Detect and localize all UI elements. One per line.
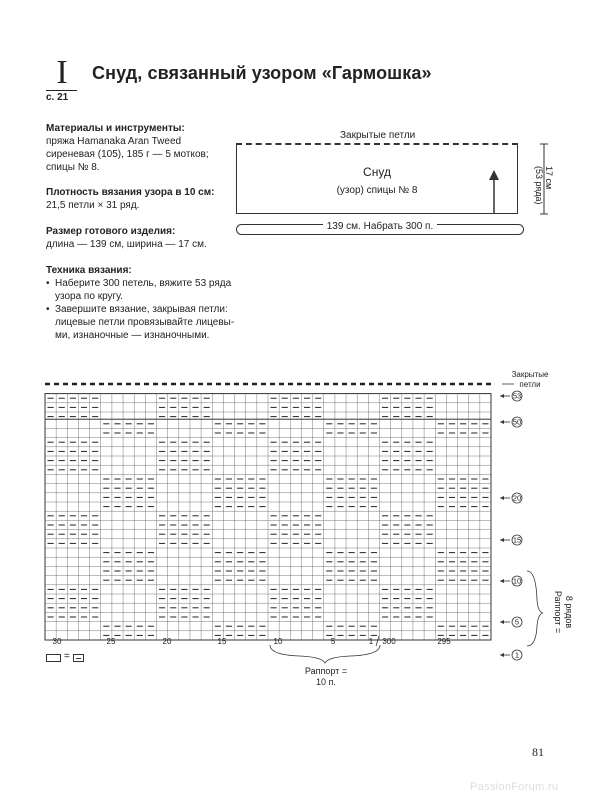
technique-line: Наберите 300 петель, вяжите 53 ряда bbox=[55, 278, 232, 289]
row-arrowhead-icon bbox=[500, 496, 504, 500]
column-number-label: 5 bbox=[330, 637, 336, 646]
technique-heading: Техника вязания: bbox=[46, 265, 132, 276]
materials-line: сиреневая (105), 185 г — 5 мотков; bbox=[46, 149, 209, 160]
stitch-repeat-brace bbox=[270, 645, 380, 663]
height-rows-label: (53 ряда) bbox=[534, 166, 544, 205]
column-number-label: 20 bbox=[162, 637, 172, 646]
technique-line: узора по кругу. bbox=[55, 291, 123, 302]
technique-item bbox=[46, 303, 236, 342]
stitch-repeat-label: 10 п. bbox=[316, 677, 336, 687]
materials-heading: Материалы и инструменты: bbox=[46, 123, 185, 134]
page-title: Снуд, связанный узором «Гармошка» bbox=[92, 63, 432, 83]
stitch-repeat-label: Раппорт = bbox=[304, 666, 348, 676]
row-arrowhead-icon bbox=[500, 420, 504, 424]
column-number-label: 25 bbox=[106, 637, 116, 646]
row-repeat-label-group bbox=[553, 591, 574, 633]
row-repeat-brace bbox=[527, 571, 543, 646]
row-number-label: 1 bbox=[514, 650, 520, 660]
technique-line: ми, изнаночные — изнаночными. bbox=[55, 330, 210, 341]
column-number-label: 30 bbox=[52, 637, 62, 646]
technique-line: Завершите вязание, закрывая петли: bbox=[55, 304, 228, 315]
column-number-label: 300 bbox=[382, 637, 396, 646]
row-number-label: 15 bbox=[512, 535, 522, 545]
column-number-label: 1 bbox=[368, 637, 374, 646]
height-label-wrap bbox=[520, 166, 560, 205]
materials-section bbox=[46, 122, 209, 174]
bullet-icon: • bbox=[46, 278, 50, 289]
size-heading: Размер готового изделия: bbox=[46, 226, 176, 237]
row-arrowhead-icon bbox=[500, 620, 504, 624]
row-arrowhead-icon bbox=[500, 653, 504, 657]
row-number-label: 53 bbox=[512, 391, 522, 401]
technique-section bbox=[46, 264, 236, 342]
materials-line: спицы № 8. bbox=[46, 162, 100, 173]
legend-knit-symbol bbox=[46, 654, 61, 662]
column-number-label: 295 bbox=[437, 637, 451, 646]
snood-subtitle: (узор) спицы № 8 bbox=[336, 185, 418, 196]
technique-item bbox=[46, 277, 236, 303]
page-number: 81 bbox=[532, 745, 544, 759]
bind-off-label: Закрытые bbox=[511, 370, 549, 379]
technique-line: лицевые петли провязывайте лицевы- bbox=[55, 317, 235, 328]
row-repeat-label: Раппорт = bbox=[553, 590, 563, 634]
size-text: длина — 139 см, ширина — 17 см. bbox=[46, 239, 207, 250]
row-number-label: 50 bbox=[512, 417, 522, 427]
column-number-label: 15 bbox=[217, 637, 227, 646]
row-number-label: 5 bbox=[514, 617, 520, 627]
height-label: 17 см bbox=[544, 166, 554, 190]
legend-equals: = bbox=[64, 651, 70, 662]
snood-title: Снуд bbox=[363, 165, 391, 179]
size-section bbox=[46, 225, 207, 251]
watermark: PassionForum.ru bbox=[470, 781, 559, 793]
bind-off-label: петли bbox=[519, 380, 541, 389]
gauge-heading: Плотность вязания узора в 10 см: bbox=[46, 187, 215, 198]
bullet-icon: • bbox=[46, 304, 50, 315]
snood-width-label: 139 см. Набрать 300 п. bbox=[323, 221, 438, 232]
row-arrowhead-icon bbox=[500, 394, 504, 398]
section-roman-numeral: I bbox=[56, 54, 68, 91]
gauge-text: 21,5 петли × 31 ряд. bbox=[46, 200, 140, 211]
column-number-label: 10 bbox=[273, 637, 283, 646]
knitting-chart bbox=[0, 360, 610, 687]
row-arrowhead-icon bbox=[500, 579, 504, 583]
gauge-section bbox=[46, 186, 214, 212]
legend-purl-symbol bbox=[73, 654, 84, 662]
row-arrowhead-icon bbox=[500, 538, 504, 542]
schematic-top-label: Закрытые петли bbox=[340, 130, 416, 141]
header-divider bbox=[46, 90, 77, 91]
page-reference: с. 21 bbox=[46, 92, 69, 103]
row-number-label: 10 bbox=[512, 576, 522, 586]
materials-line: пряжа Hamanaka Aran Tweed bbox=[46, 136, 182, 147]
row-number-label: 20 bbox=[512, 493, 522, 503]
row-repeat-label: 8 рядов bbox=[564, 595, 574, 629]
knit-direction-arrow-icon bbox=[488, 168, 500, 216]
snood-width-label-wrap bbox=[236, 221, 524, 232]
